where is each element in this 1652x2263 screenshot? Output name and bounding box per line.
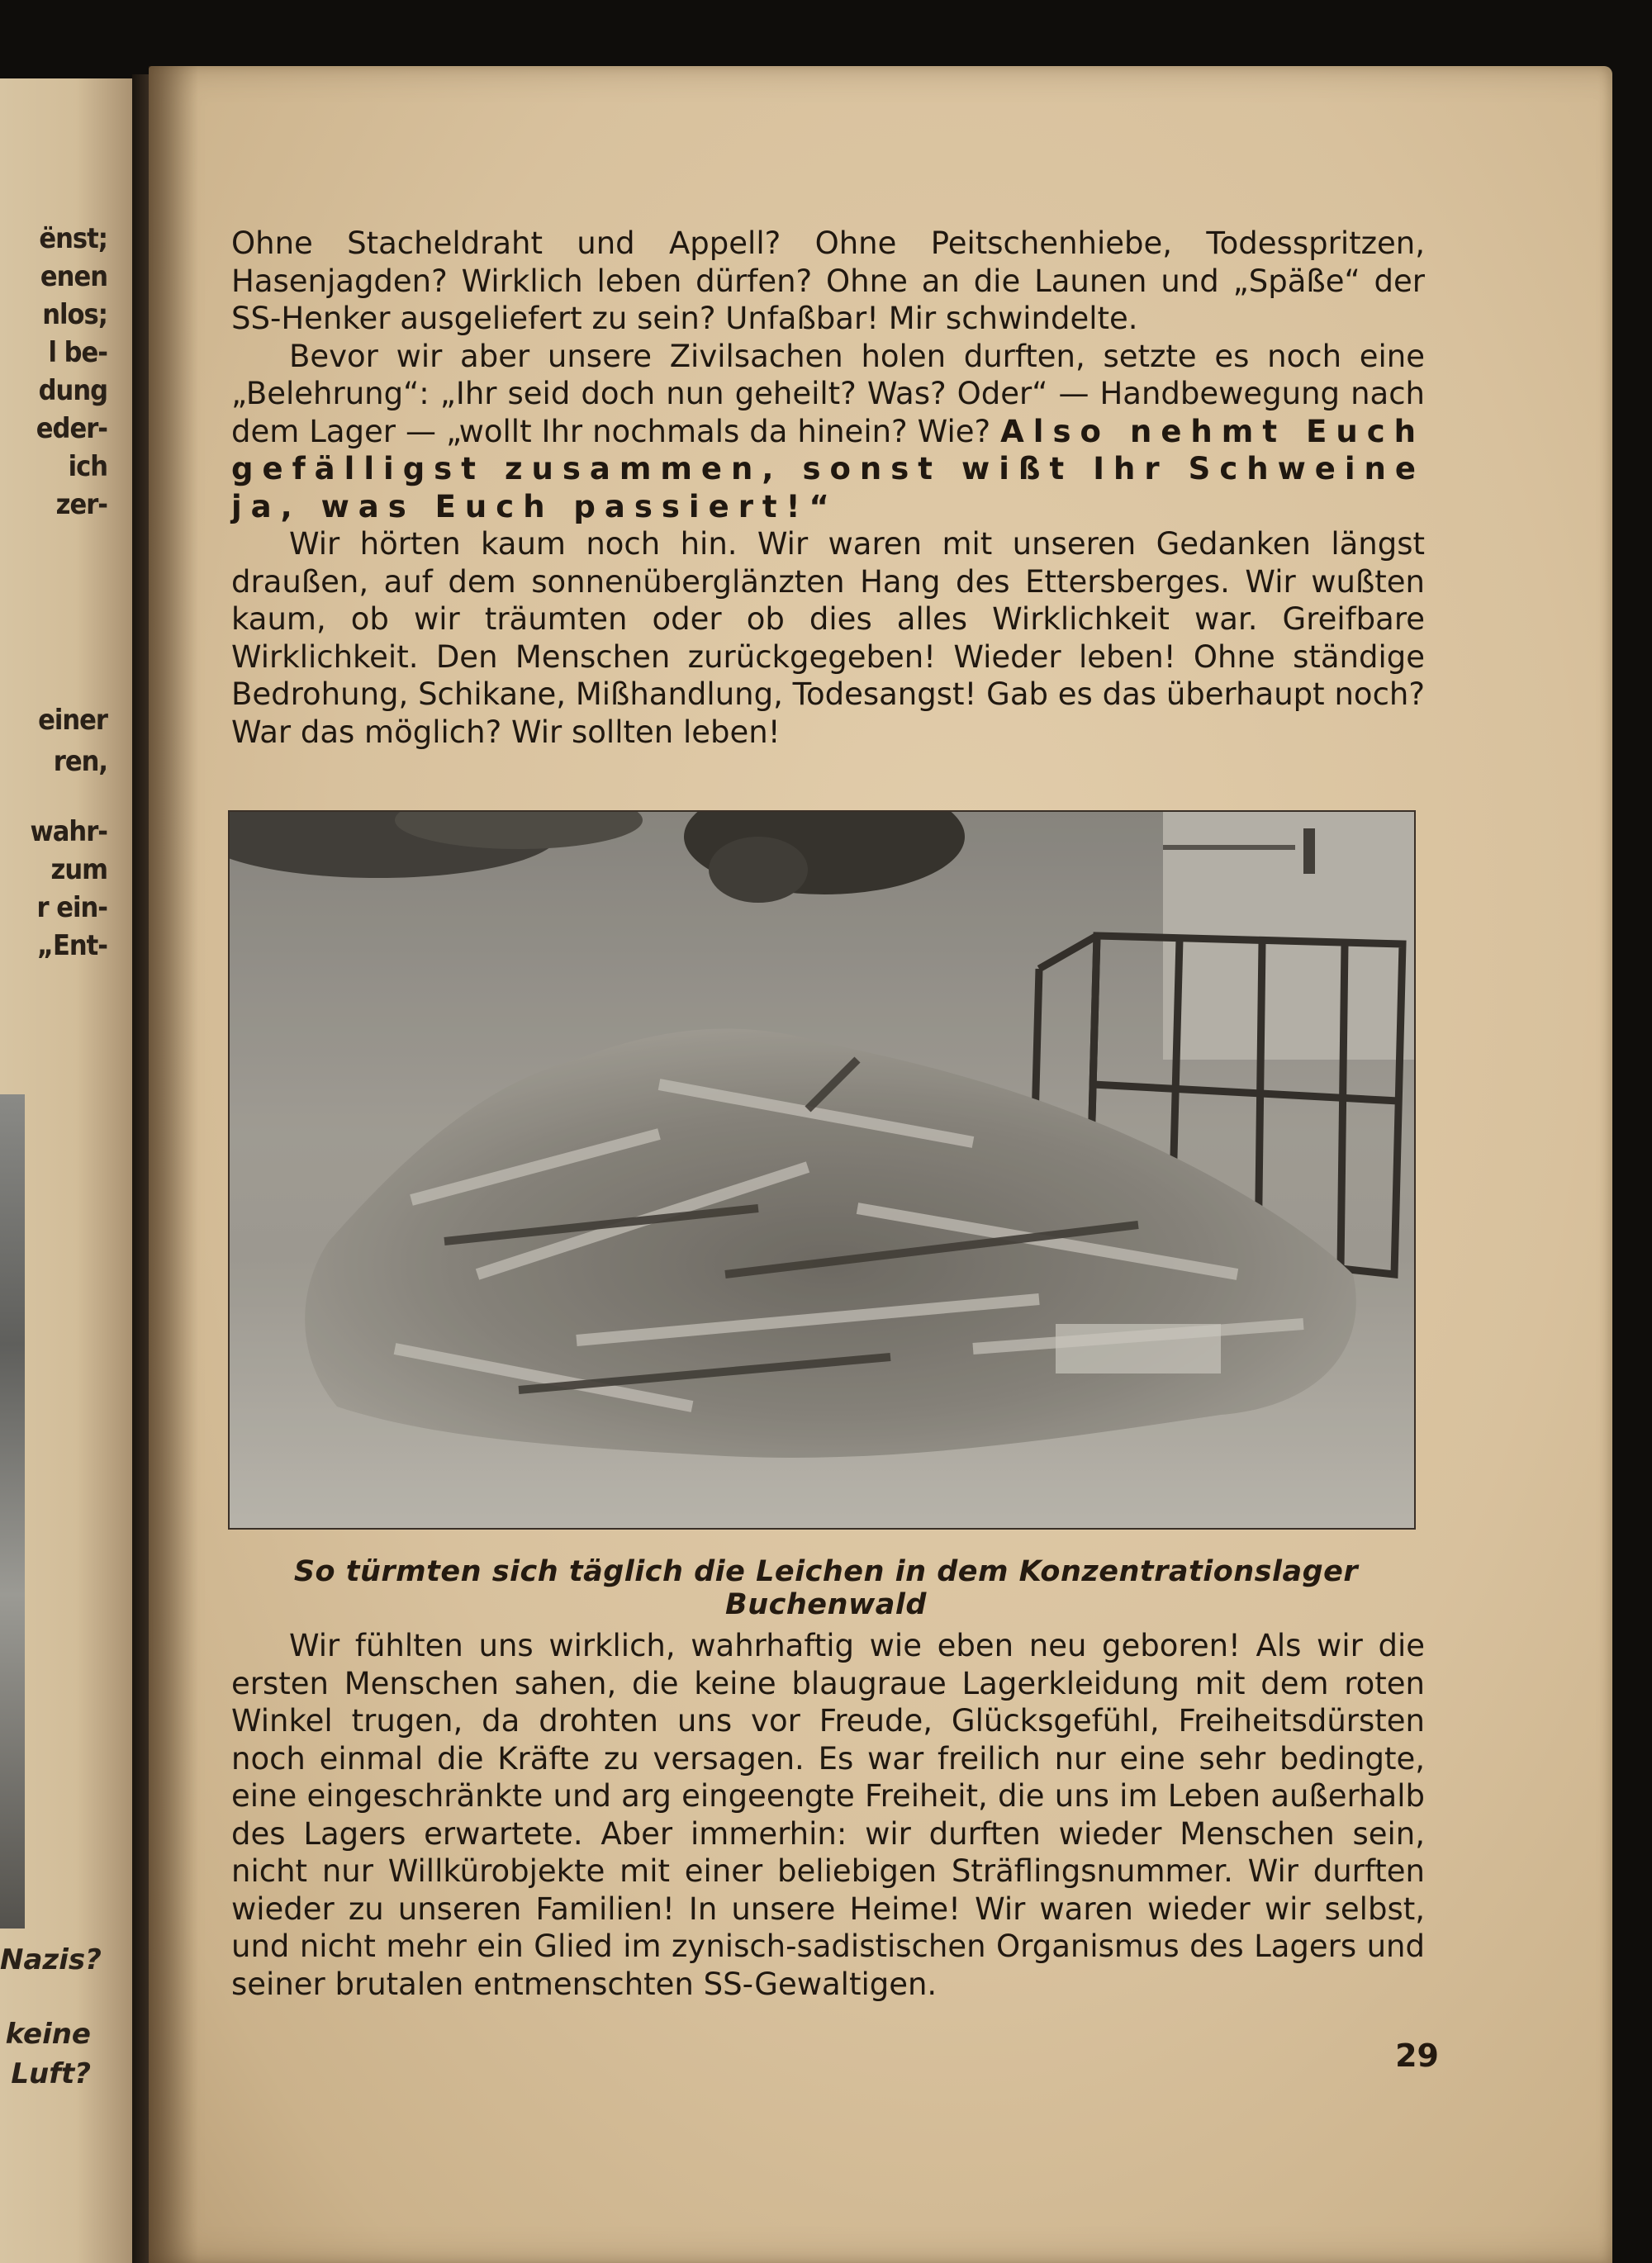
left-page-fragment: dung [38, 374, 107, 407]
left-page-fragment: nlos; [42, 298, 107, 331]
paragraph: Wir hörten kaum noch hin. Wir waren mit unseren Gedanken längst draußen, auf dem sonnenüberglänzten Hang des Ettersberges. Wir wußten kaum, ob wir träumten oder ob dies alles Wirklichkeit war. Greifbare Wirklichkeit. Den Menschen zurückgegeben! Wieder leben! Ohne ständige Bedrohung, Schikane, Mißhandlung, Todesangst! Gab es das überhaupt noch? War das möglich? Wir sollten leben! [231, 526, 1425, 750]
emphasized-spaced-text: Also nehmt Euch gefälligst zusammen, sonst wißt Ihr Schweine ja, was Euch passiert!“ [231, 413, 1425, 524]
paragraph-text: Bevor wir aber unsere Zivilsachen holen durften, setzte es noch eine „Belehrung“: „Ihr seid doch nun geheilt? Was? Oder“ — Handbewegung nach dem Lager — „wollt Ihr nochmals da hinein? Wie? [231, 338, 1425, 449]
previous-page-photo-edge [0, 1094, 25, 1929]
left-page-fragment: r ein- [36, 891, 107, 924]
page-number: 29 [1395, 2038, 1439, 2074]
left-page-fragment: zum [50, 853, 107, 886]
left-page-fragment: zer- [55, 488, 107, 521]
left-page-fragment: ënst; [39, 222, 107, 255]
left-page-fragment: wahr- [30, 815, 107, 848]
bottom-text-block [231, 1627, 1425, 2003]
left-page-fragment: enen [40, 260, 107, 293]
photograph [230, 812, 1414, 1528]
paragraph [231, 338, 1425, 526]
paragraph: Ohne Stacheldraht und Appell? Ohne Peitschenhiebe, Todesspritzen, Hasenjagden? Wirklich leben dürfen? Ohne an die Launen und „Späße“ der SS-Henker ausgeliefert zu sein? Unfaßbar! Mir schwindelte. [231, 225, 1425, 336]
left-page-fragment: „Ent- [36, 929, 107, 962]
paragraph: Wir fühlten uns wirklich, wahrhaftig wie eben neu geboren! Als wir die ersten Menschen sahen, die keine blaugraue Lagerkleidung mit dem roten Winkel trugen, da drohten uns vor Freude, Glücksgefühl, Freiheitsdürsten noch einmal die Kräfte zu versagen. Es war freilich nur eine sehr bedingte, eine eingeschränkte und arg eingeengte Freiheit, die uns im Leben außerhalb des Lagers erwartete. Aber immerhin: wir durften wieder Menschen sein, nicht nur Willkürobjekte mit einer beliebigen Sträflingsnummer. Wir durften wieder zu unseren Familien! In unsere Heime! Wir waren wieder wir selbst, und nicht mehr ein Glied im zynisch-sadistischen Organismus des Lagers und seiner brutalen entmenschten SS-Gewaltigen. [231, 1628, 1425, 2002]
left-page-fragment: ren, [53, 745, 107, 778]
left-page-fragment: ich [68, 450, 107, 483]
previous-page-edge [0, 78, 149, 2263]
photograph-image [230, 812, 1414, 1528]
left-page-question: Luft? [11, 2057, 91, 2090]
top-text-block [231, 225, 1425, 751]
left-page-fragment: eder- [36, 412, 107, 445]
left-page-fragment: l be- [48, 336, 107, 369]
left-page-question: keine [5, 2018, 91, 2051]
left-page-question: Nazis? [0, 1943, 102, 1976]
left-page-fragment: einer [38, 704, 107, 737]
page-fold-shadow [149, 66, 198, 2263]
photo-caption: So türmten sich täglich die Leichen in dem Konzentrationslager Buchenwald [293, 1555, 1359, 1621]
